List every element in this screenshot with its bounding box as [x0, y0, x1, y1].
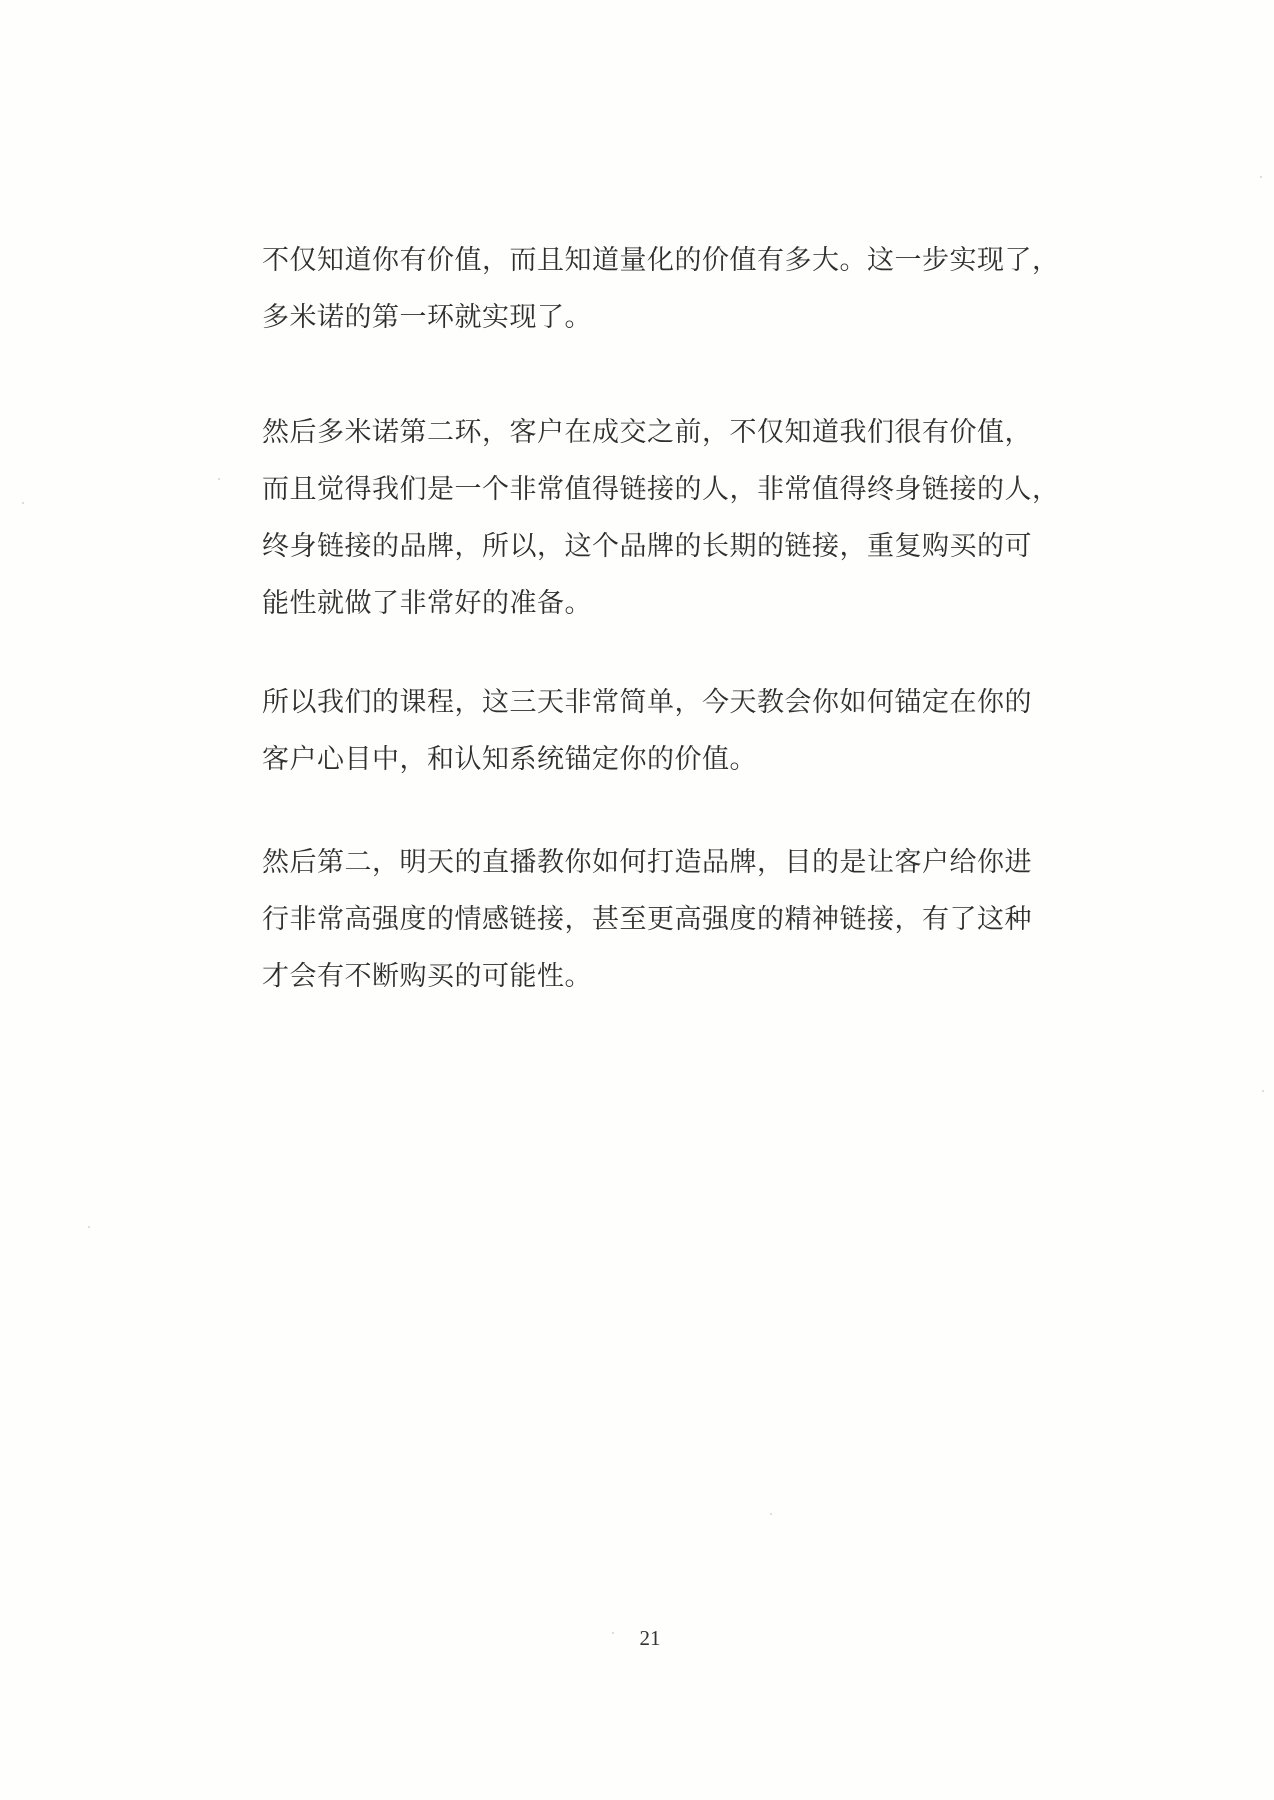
paragraph-line: 行非常高强度的情感链接，甚至更高强度的精神链接，有了这种 — [262, 904, 1032, 935]
paragraph-2 — [262, 404, 1062, 632]
scan-speck — [88, 1226, 90, 1228]
paragraph-line: 不仅知道你有价值，而且知道量化的价值有多大。这一步实现了， — [262, 245, 1060, 276]
paragraph-line: 然后多米诺第二环，客户在成交之前，不仅知道我们很有价值， — [262, 417, 1032, 448]
paragraph-line: 所以我们的课程，这三天非常简单，今天教会你如何锚定在你的 — [262, 687, 1032, 718]
paragraph-line: 而且觉得我们是一个非常值得链接的人，非常值得终身链接的人， — [262, 474, 1060, 505]
page-number: 21 — [639, 1626, 661, 1650]
paragraph-4 — [262, 834, 1062, 1005]
scan-speck — [770, 1513, 772, 1515]
paragraph-line: 才会有不断购买的可能性。 — [262, 961, 592, 992]
scan-speck — [218, 478, 220, 480]
paragraph-line: 客户心目中，和认知系统锚定你的价值。 — [262, 744, 757, 775]
paragraph-line: 能性就做了非常好的准备。 — [262, 588, 592, 619]
paragraph-line: 终身链接的品牌，所以，这个品牌的长期的链接，重复购买的可 — [262, 531, 1032, 562]
scan-speck — [1260, 176, 1262, 178]
paragraph-1 — [262, 232, 1062, 346]
paragraph-line: 多米诺的第一环就实现了。 — [262, 302, 592, 333]
scan-speck — [22, 502, 24, 504]
scan-speck — [1262, 1090, 1264, 1092]
paragraph-line: 然后第二，明天的直播教你如何打造品牌，目的是让客户给你进 — [262, 847, 1032, 878]
paragraph-3 — [262, 674, 1062, 788]
scan-speck — [612, 1632, 614, 1634]
